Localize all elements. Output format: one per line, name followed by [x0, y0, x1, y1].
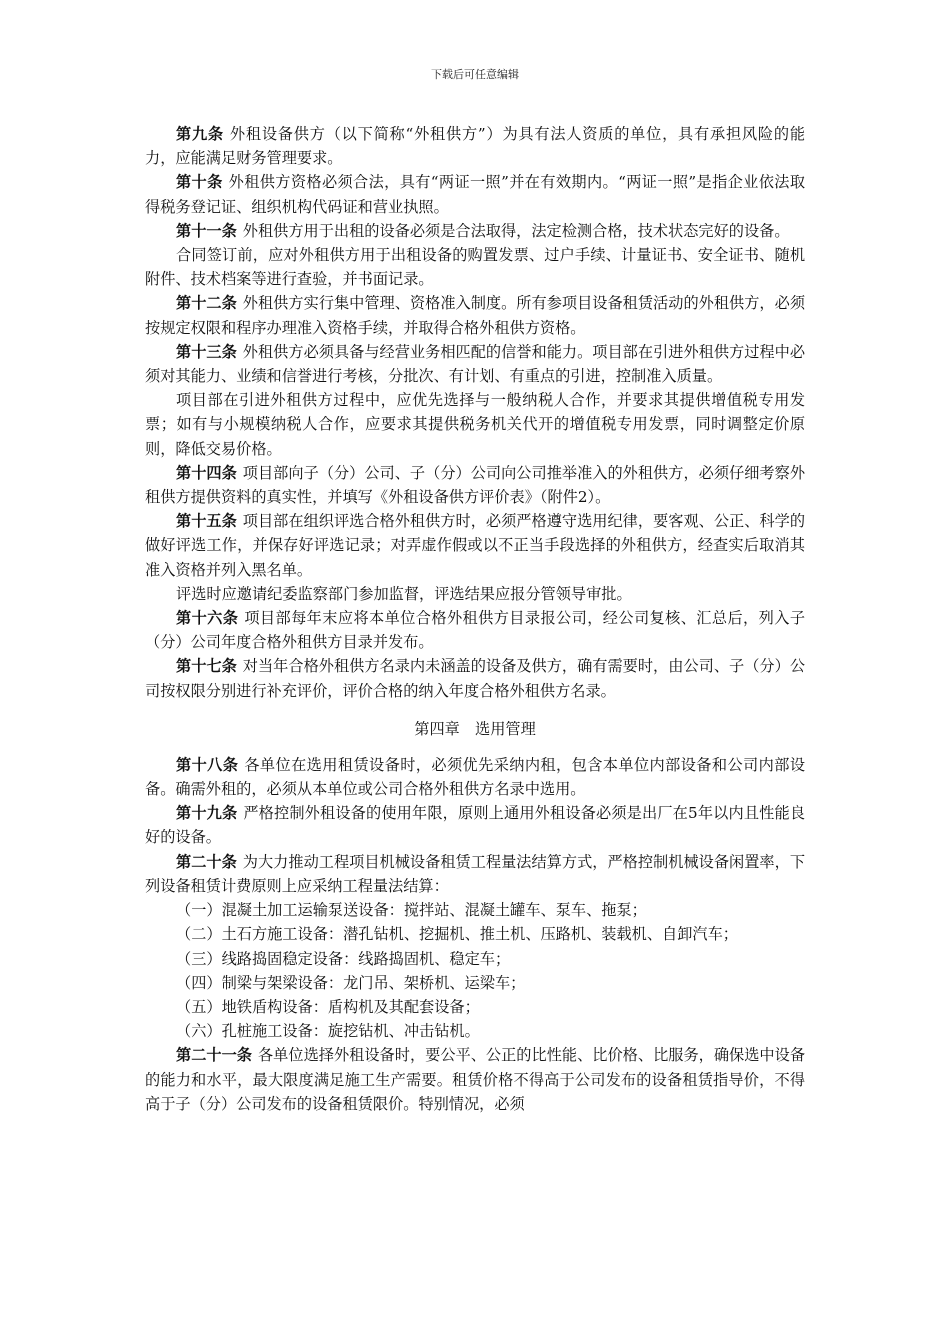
- article-paragraph: [145, 850, 805, 898]
- article-text: 合同签订前，应对外租供方用于出租设备的购置发票、过户手续、计量证书、安全证书、随机附件、技术档案等进行查验，并书面记录。: [145, 246, 805, 289]
- article-paragraph: [145, 243, 805, 291]
- article-text: 各单位在选用租赁设备时，必须优先采纳内租，包含本单位内部设备和公司内部设备。确需外租的，必须从本单位或公司合格外租供方名录中选用。: [145, 755, 806, 799]
- article-text: 各单位选择外租设备时，要公平、公正的比性能、比价格、比服务，确保选中设备的能力和水平，最大限度满足施工生产需要。租赁价格不得高于公司发布的设备租赁指导价，不得高于子（分）公司发布的设备租赁限价。特别情况，必须: [145, 1046, 806, 1113]
- article-label: 第九条: [176, 125, 224, 143]
- article-label: 第十一条: [176, 221, 237, 240]
- article-text: 评选时应邀请纪委监察部门参加监督，评选结果应报分管领导审批。: [176, 584, 632, 603]
- article-text: 外租设备供方（以下简称“外租供方”）为具有法人资质的单位，具有承担风险的能力，应能满足财务管理要求。: [145, 125, 806, 168]
- article-paragraph: [145, 898, 805, 922]
- article-paragraph: [145, 509, 805, 582]
- article-label: 第十三条: [176, 342, 237, 361]
- article-text: 外租供方用于出租的设备必须是合法取得，法定检测合格，技术状态完好的设备。: [242, 221, 790, 240]
- section-articles-9-17: [145, 122, 805, 703]
- article-text: 项目部每年末应将本单位合格外租供方目录报公司，经公司复核、汇总后，列入子（分）公司年度合格外租供方目录并发布。: [145, 609, 806, 652]
- article-label: 第十四条: [176, 463, 237, 482]
- article-paragraph: [145, 947, 805, 971]
- article-paragraph: [145, 995, 805, 1019]
- article-text: 外租供方必须具备与经营业务相匹配的信誉和能力。项目部在引进外租供方过程中必须对其能力、业绩和信誉进行考核，分批次、有计划、有重点的引进，控制准入质量。: [145, 342, 805, 386]
- article-paragraph: [145, 582, 805, 606]
- chapter-title: 第四章 选用管理: [414, 719, 536, 738]
- article-paragraph: [145, 753, 805, 801]
- article-text: （六）孔桩施工设备：旋挖钻机、冲击钻机。: [176, 1022, 480, 1041]
- page-header-note: 下载后可任意编辑: [431, 68, 519, 81]
- article-label: 第十条: [176, 173, 223, 192]
- article-label: 第十六条: [176, 609, 239, 628]
- article-label: 第二十条: [176, 852, 237, 871]
- article-paragraph: [145, 340, 805, 388]
- article-text: （三）线路捣固稳定设备：线路捣固机、稳定车；: [176, 949, 511, 968]
- article-paragraph: [145, 922, 805, 946]
- article-label: 第十九条: [176, 804, 238, 823]
- article-text: 外租供方实行集中管理、资格准入制度。所有参项目设备租赁活动的外租供方，必须按规定权限和程序办理准入资格手续，并取得合格外租供方资格。: [145, 294, 805, 337]
- article-label: 第十二条: [176, 294, 237, 313]
- article-paragraph: [145, 461, 805, 509]
- article-label: 第二十一条: [176, 1046, 252, 1065]
- article-paragraph: [145, 122, 805, 170]
- section-articles-18-21: [145, 753, 805, 1116]
- article-paragraph: [145, 1019, 805, 1043]
- article-text: 严格控制外租设备的使用年限，原则上通用外租设备必须是出厂在5年以内且性能良好的设备。: [145, 804, 806, 847]
- article-paragraph: [145, 219, 805, 243]
- article-paragraph: [145, 170, 805, 218]
- article-text: 项目部在引进外租供方过程中，应优先选择与一般纳税人合作，并要求其提供增值税专用发票；如有与小规模纳税人合作，应要求其提供税务机关代开的增值税专用发票，同时调整定价原则，降低交易价格。: [145, 391, 805, 458]
- article-text: 项目部向子（分）公司、子（分）公司向公司推举准入的外租供方，必须仔细考察外租供方提供资料的真实性，并填写《外租设备供方评价表》（附件2）。: [145, 463, 805, 507]
- article-text: 对当年合格外租供方名录内未涵盖的设备及供方，确有需要时，由公司、子（分）公司按权限分别进行补充评价，评价合格的纳入年度合格外租供方名录。: [145, 657, 805, 700]
- article-paragraph: [145, 1043, 805, 1116]
- document-body: [145, 122, 805, 1116]
- article-paragraph: [145, 801, 805, 849]
- article-paragraph: [145, 388, 805, 461]
- article-text: （四）制梁与架梁设备：龙门吊、架桥机、运梁车；: [176, 973, 526, 992]
- article-text: 为大力推动工程项目机械设备租赁工程量法结算方式，严格控制机械设备闲置率，下列设备租赁计费原则上应采纳工程量法结算：: [145, 852, 805, 895]
- article-paragraph: [145, 971, 805, 995]
- article-label: 第十五条: [176, 512, 237, 531]
- article-label: 第十七条: [176, 657, 237, 676]
- article-paragraph: [145, 606, 805, 654]
- article-paragraph: [145, 654, 805, 702]
- article-text: （二）土石方施工设备：潜孔钻机、挖掘机、推土机、压路机、装载机、自卸汽车；: [176, 925, 738, 944]
- article-text: 项目部在组织评选合格外租供方时，必须严格遵守选用纪律，要客观、公正、科学的做好评选工作，并保存好评选记录；对弄虚作假或以不正当手段选择的外租供方，经查实后取消其准入资格并列入黑名单。: [145, 512, 805, 579]
- article-text: 外租供方资格必须合法，具有“两证一照”并在有效期内。“两证一照”是指企业依法取得税务登记证、组织机构代码证和营业执照。: [145, 173, 806, 216]
- article-paragraph: [145, 291, 805, 339]
- article-label: 第十八条: [176, 755, 239, 774]
- article-text: （五）地铁盾构设备：盾构机及其配套设备；: [176, 997, 480, 1016]
- article-text: （一）混凝土加工运输泵送设备：搅拌站、混凝土罐车、泵车、拖泵；: [176, 901, 647, 920]
